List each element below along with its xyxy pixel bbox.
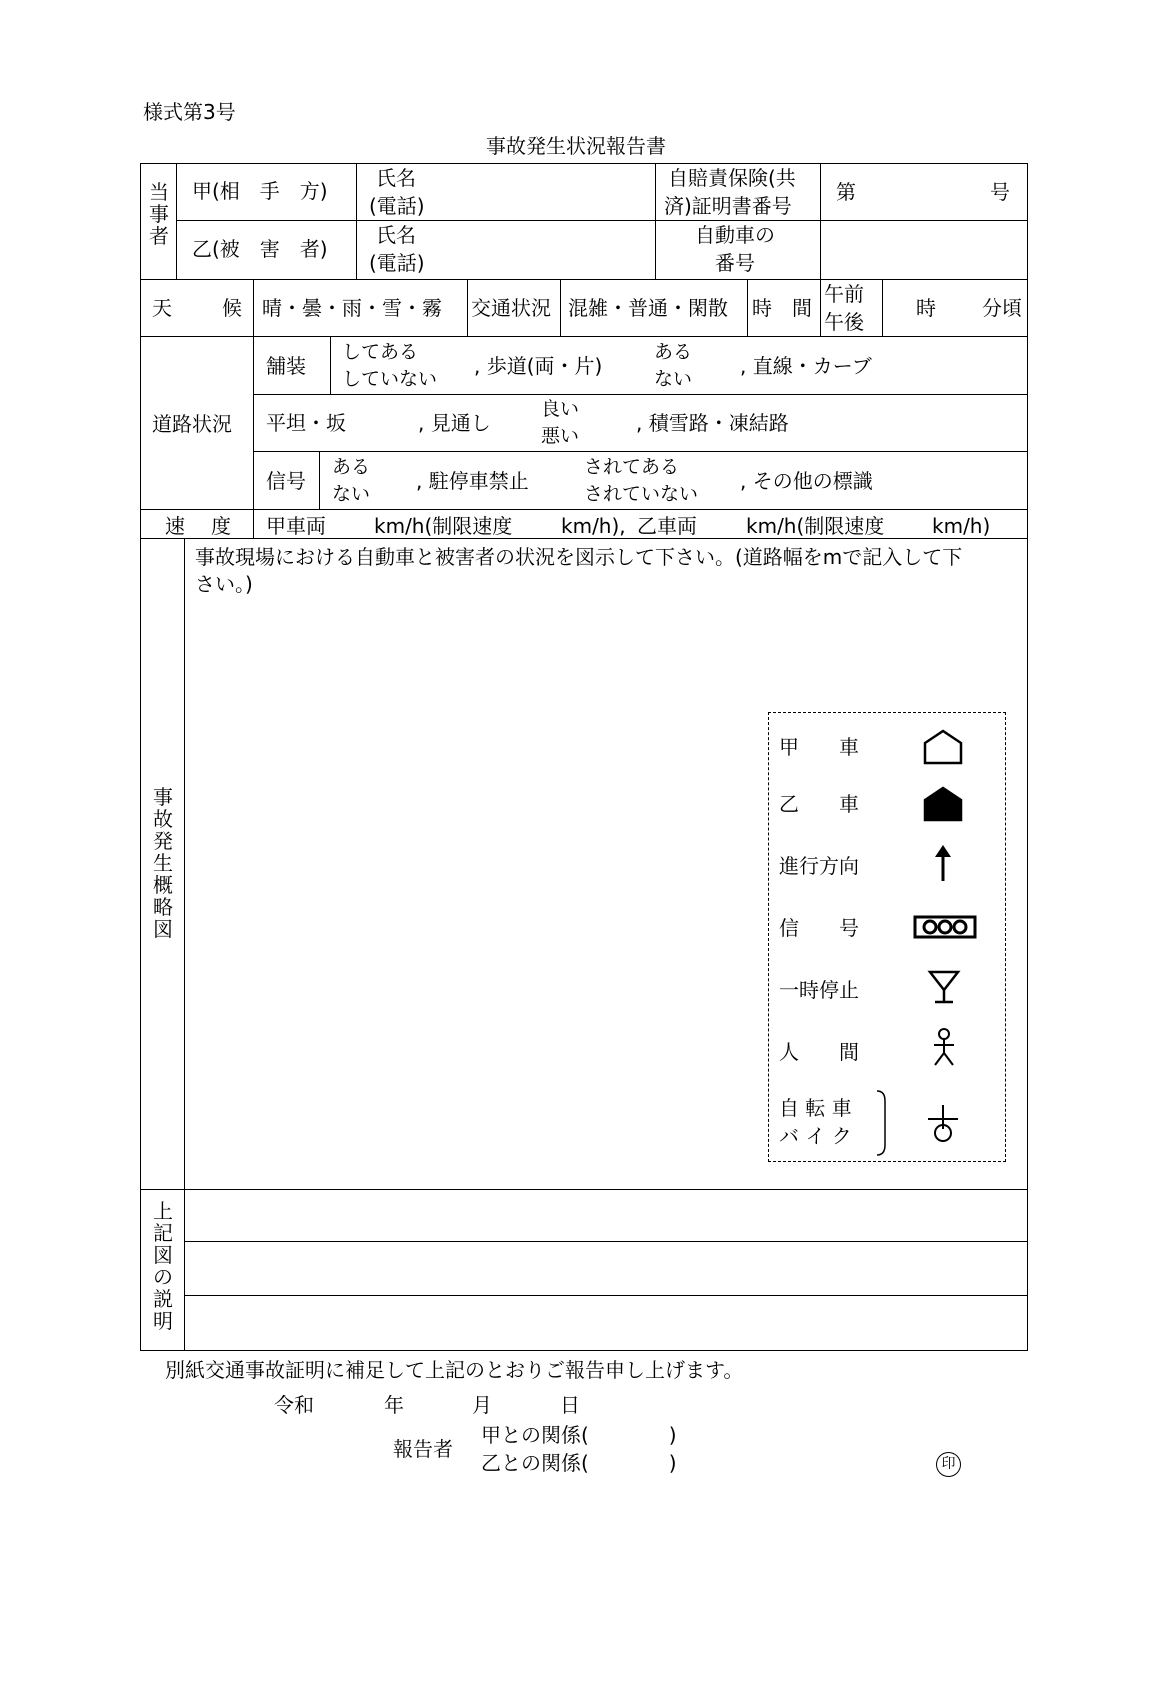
legend-bracket	[875, 1089, 891, 1157]
minute-label: 分頃	[982, 296, 1022, 320]
insurance-go: 号	[990, 180, 1010, 204]
no-parking-label: , 駐停車禁止	[416, 469, 529, 493]
diagram-instruction-line1: 事故現場における自動車と被害者の状況を図示して下さい。(道路幅をmで記入して下	[195, 545, 963, 569]
insurance-dai: 第	[836, 180, 856, 204]
explanation-side-label: 上記図の説明	[153, 1199, 173, 1333]
row-divider-parties	[176, 220, 1028, 221]
direction-arrow-icon	[931, 843, 955, 883]
col-time-value	[882, 279, 883, 336]
paved-no: していない	[342, 368, 438, 390]
straight-curve: , 直線・カーブ	[740, 354, 872, 378]
speed-b-unit: km/h(制限速度	[746, 514, 885, 538]
col-signal-label	[319, 451, 320, 509]
explanation-field-1[interactable]	[186, 1192, 1024, 1238]
footer-day: 日	[560, 1393, 580, 1417]
explanation-line-1	[184, 1241, 1028, 1242]
speed-a-unit: km/h(制限速度	[374, 514, 513, 538]
car-b-icon	[921, 784, 965, 824]
party-a-name-label: 氏名	[376, 166, 416, 190]
speed-label-soku: 速	[165, 514, 185, 538]
col-ampm	[820, 279, 821, 336]
row-divider-weather-top	[140, 279, 1028, 280]
legend-bike-label: バ イ ク	[779, 1124, 852, 1148]
bicycle-icon	[923, 1103, 963, 1143]
speed-car-a: 甲車両	[266, 514, 326, 538]
explanation-field-2[interactable]	[186, 1245, 1024, 1291]
col-row-labels	[253, 279, 254, 538]
am-label: 午前	[824, 282, 864, 306]
seal-mark: 印	[936, 1452, 961, 1477]
no-parking-done: されてある	[584, 456, 680, 478]
legend-stop-label: 一時停止	[779, 978, 859, 1002]
speed-car-b: 乙車両	[637, 514, 697, 538]
explanation-field-3[interactable]	[186, 1299, 1024, 1345]
row-divider-diagram-top	[140, 538, 1028, 539]
col-time-label	[747, 279, 748, 336]
person-icon	[929, 1027, 959, 1067]
col-paving-label	[330, 336, 331, 394]
paving-label: 舗装	[266, 354, 306, 378]
traffic-label: 交通状況	[471, 296, 551, 320]
vehicle-number-label-line2: 番号	[715, 251, 755, 275]
sidewalk-not-exists: ない	[654, 368, 693, 390]
legend-signal-label: 信 号	[779, 916, 859, 940]
row-divider-speed-top	[140, 509, 1028, 510]
legend-direction-label: 進行方向	[779, 854, 859, 878]
sidewalk-exists: ある	[654, 341, 693, 363]
snow-ice: , 積雪路・凍結路	[636, 411, 789, 435]
sidewalk-label: , 歩道(両・片)	[474, 354, 603, 378]
col-traffic-options	[560, 279, 561, 336]
weather-options: 晴・曇・雨・雪・霧	[262, 296, 442, 320]
weather-label-kou: 候	[222, 296, 242, 320]
time-label: 時 間	[752, 296, 812, 320]
form-number: 様式第3号	[143, 100, 236, 124]
car-a-icon	[921, 727, 965, 767]
col-insurance-value	[820, 163, 821, 279]
page-title: 事故発生状況報告書	[486, 134, 666, 158]
table-border-right	[1027, 163, 1028, 1350]
insurance-label-line2: 済)証明書番号	[664, 194, 792, 218]
table-border-top	[140, 163, 1028, 164]
speed-a-limit-unit: km/h),	[561, 514, 626, 538]
relation-a: 甲との関係( )	[481, 1423, 677, 1447]
speed-b-limit-unit: km/h)	[932, 514, 991, 538]
signal-exists: ある	[332, 456, 371, 478]
footer-year: 年	[384, 1393, 404, 1417]
parties-header: 当事者	[149, 180, 169, 248]
legend-car-b-label: 乙 車	[779, 792, 859, 816]
stop-sign-icon	[927, 968, 961, 1006]
footer-reiwa: 令和	[274, 1393, 314, 1417]
visibility-bad: 悪い	[541, 425, 580, 447]
legend-person-label: 人 間	[779, 1040, 859, 1064]
signal-not-exists: ない	[332, 483, 371, 505]
vehicle-number-label-line1: 自動車の	[695, 223, 775, 247]
traffic-signal-icon	[913, 913, 977, 941]
hour-label: 時	[916, 296, 936, 320]
diagram-instruction-line2: さい。)	[195, 572, 253, 596]
legend-box	[768, 712, 1006, 1162]
col-traffic-label	[467, 279, 468, 336]
weather-label-ten: 天	[152, 296, 172, 320]
footer-statement: 別紙交通事故証明に補足して上記のとおりご報告申し上げます。	[165, 1358, 744, 1382]
traffic-options: 混雑・普通・閑散	[568, 296, 728, 320]
party-b-phone-label: (電話)	[369, 251, 425, 275]
speed-label-do: 度	[211, 514, 231, 538]
road-label: 道路状況	[152, 412, 232, 436]
diagram-drawing-area[interactable]	[186, 600, 766, 1185]
legend-car-a-label: 甲 車	[779, 735, 859, 759]
legend-bicycle-label: 自 転 車	[779, 1096, 852, 1120]
col-insurance	[655, 163, 656, 279]
flat-slope: 平坦・坂	[266, 411, 346, 435]
party-b-label: 乙(被 害 者)	[192, 237, 328, 261]
explanation-line-2	[184, 1295, 1028, 1296]
no-parking-not-done: されていない	[584, 483, 699, 505]
party-b-name-label: 氏名	[376, 223, 416, 247]
col-parties-header	[176, 163, 177, 279]
insurance-label-line1: 自賠責保険(共	[668, 166, 796, 190]
col-party-name	[356, 163, 357, 279]
footer-month: 月	[472, 1393, 492, 1417]
table-border-left	[140, 163, 141, 1350]
pm-label: 午後	[824, 310, 864, 334]
reporter-label: 報告者	[393, 1437, 453, 1461]
paved-yes: してある	[342, 341, 419, 363]
row-divider-road-2	[253, 451, 1028, 452]
visibility-good: 良い	[541, 398, 580, 420]
party-a-label: 甲(相 手 方)	[192, 179, 328, 203]
other-signs: , その他の標識	[740, 469, 873, 493]
visibility-label: , 見通し	[418, 411, 491, 435]
signal-label: 信号	[266, 469, 306, 493]
row-divider-road-top	[140, 336, 1028, 337]
party-a-phone-label: (電話)	[369, 194, 425, 218]
relation-b: 乙との関係( )	[481, 1451, 677, 1475]
row-divider-explanation-top	[140, 1189, 1028, 1190]
col-diagram-label	[184, 538, 185, 1350]
table-border-bottom	[140, 1350, 1028, 1351]
row-divider-road-1	[253, 394, 1028, 395]
diagram-side-label: 事故発生概略図	[153, 785, 173, 941]
